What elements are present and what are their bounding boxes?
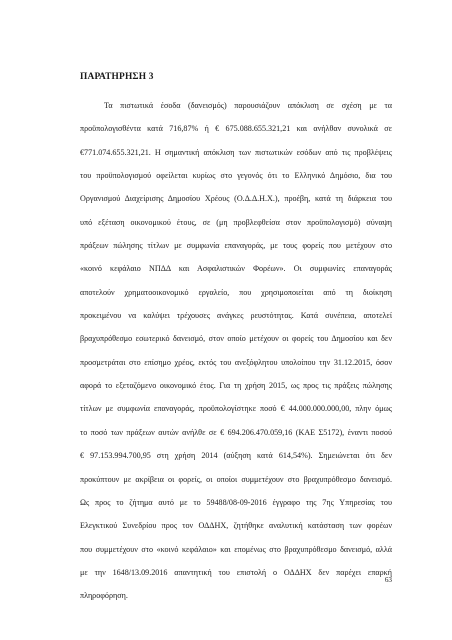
text-line: προκύπτουν με ακρίβεια οι φορείς, οι οποίοι συμμετέχουν στο βραχυπρόθεσμο δανεισμό.	[80, 474, 392, 484]
text-line: € 97.153.994.700,95 στη χρήση 2014 (αύξηση κατά 614,54%). Σημειώνεται ότι δεν	[80, 451, 392, 461]
text-line: προϋπολογισθέντα κατά 716,87% ή € 675.088.655.321,21 και ανήλθαν συνολικά σε	[80, 124, 392, 134]
text-line: προκειμένου να καλύψει τρέχουσες ανάγκες ρευστότητας. Κατά συνέπεια, αποτελεί	[80, 311, 392, 321]
text-line: που συμμετέχουν στο «κοινό κεφάλαιο» και επομένως στο βραχυπρόθεσμο δανεισμό, αλλά	[80, 544, 392, 554]
text-line: πληροφόρηση.	[80, 591, 128, 601]
text-line: αποτελούν χρηματοοικονομικό εργαλείο, που χρησιμοποιείται από τη διοίκηση	[80, 287, 392, 297]
text-line: του προϋπολογισμού οφείλεται κυρίως στο γεγονός ότι το Ελληνικό Δημόσιο, δια του	[80, 171, 392, 181]
section-heading: ΠΑΡΑΤΗΡΗΣΗ 3	[80, 72, 154, 82]
text-line: πράξεων πώλησης τίτλων με συμφωνία επαναγοράς, με τους φορείς που μετέχουν στο	[80, 241, 392, 251]
text-line: με την 1648/13.09.2016 απαντητική του επιστολή ο ΟΔΔΗΧ δεν παρέχει επαρκή	[80, 567, 392, 577]
text-line: βραχυπρόθεσμο εσωτερικό δανεισμό, στον οποίο μετέχουν οι φορείς του Δημοσίου και δεν	[80, 334, 392, 344]
text-line: τίτλων με συμφωνία επαναγοράς, προϋπολογίστηκε ποσό € 44.000.000.000,00, πλην όμως	[80, 404, 392, 414]
text-line: προσμετράται στο επίσημο χρέος, εκτός του ανεξόφλητου υπολοίπου την 31.12.2015, όσον	[80, 357, 392, 367]
text-line: αφορά το εξεταζόμενο οικονομικό έτος. Για τη χρήση 2015, ως προς τις πράξεις πώλησης	[80, 381, 392, 391]
body-paragraph	[80, 94, 392, 608]
text-line: Ως προς το ζήτημα αυτό με το 59488/08-09-2016 έγγραφο της 7ης Υπηρεσίας του	[80, 497, 392, 507]
text-line: Ελεγκτικού Συνεδρίου προς τον ΟΔΔΗΧ, ζητήθηκε αναλυτική κατάσταση των φορέων	[80, 521, 392, 531]
text-line: «κοινό κεφάλαιο ΝΠΔΔ και Ασφαλιστικών Φορέων». Οι συμφωνίες επαναγοράς	[80, 264, 392, 274]
text-line: υπό εξέταση οικονομικού έτους, σε (μη προβλεφθείσα στον προϋπολογισμό) σύναψη	[80, 217, 392, 227]
text-line: €771.074.655.321,21. Η σημαντική απόκλιση των πιστωτικών εσόδων από τις προβλέψεις	[80, 147, 392, 157]
text-line: Τα πιστωτικά έσοδα (δανεισμός) παρουσιάζουν απόκλιση σε σχέση με τα	[104, 101, 392, 110]
text-line: το ποσό των πράξεων αυτών ανήλθε σε € 694.206.470.059,16 (ΚΑΕ Σ5172), έναντι ποσού	[80, 427, 392, 437]
text-line: Οργανισμού Διαχείρισης Δημοσίου Χρέους (Ο.Δ.Δ.Η.Χ.), προέβη, κατά τη διάρκεια του	[80, 194, 392, 204]
page-number: 63	[384, 576, 392, 584]
